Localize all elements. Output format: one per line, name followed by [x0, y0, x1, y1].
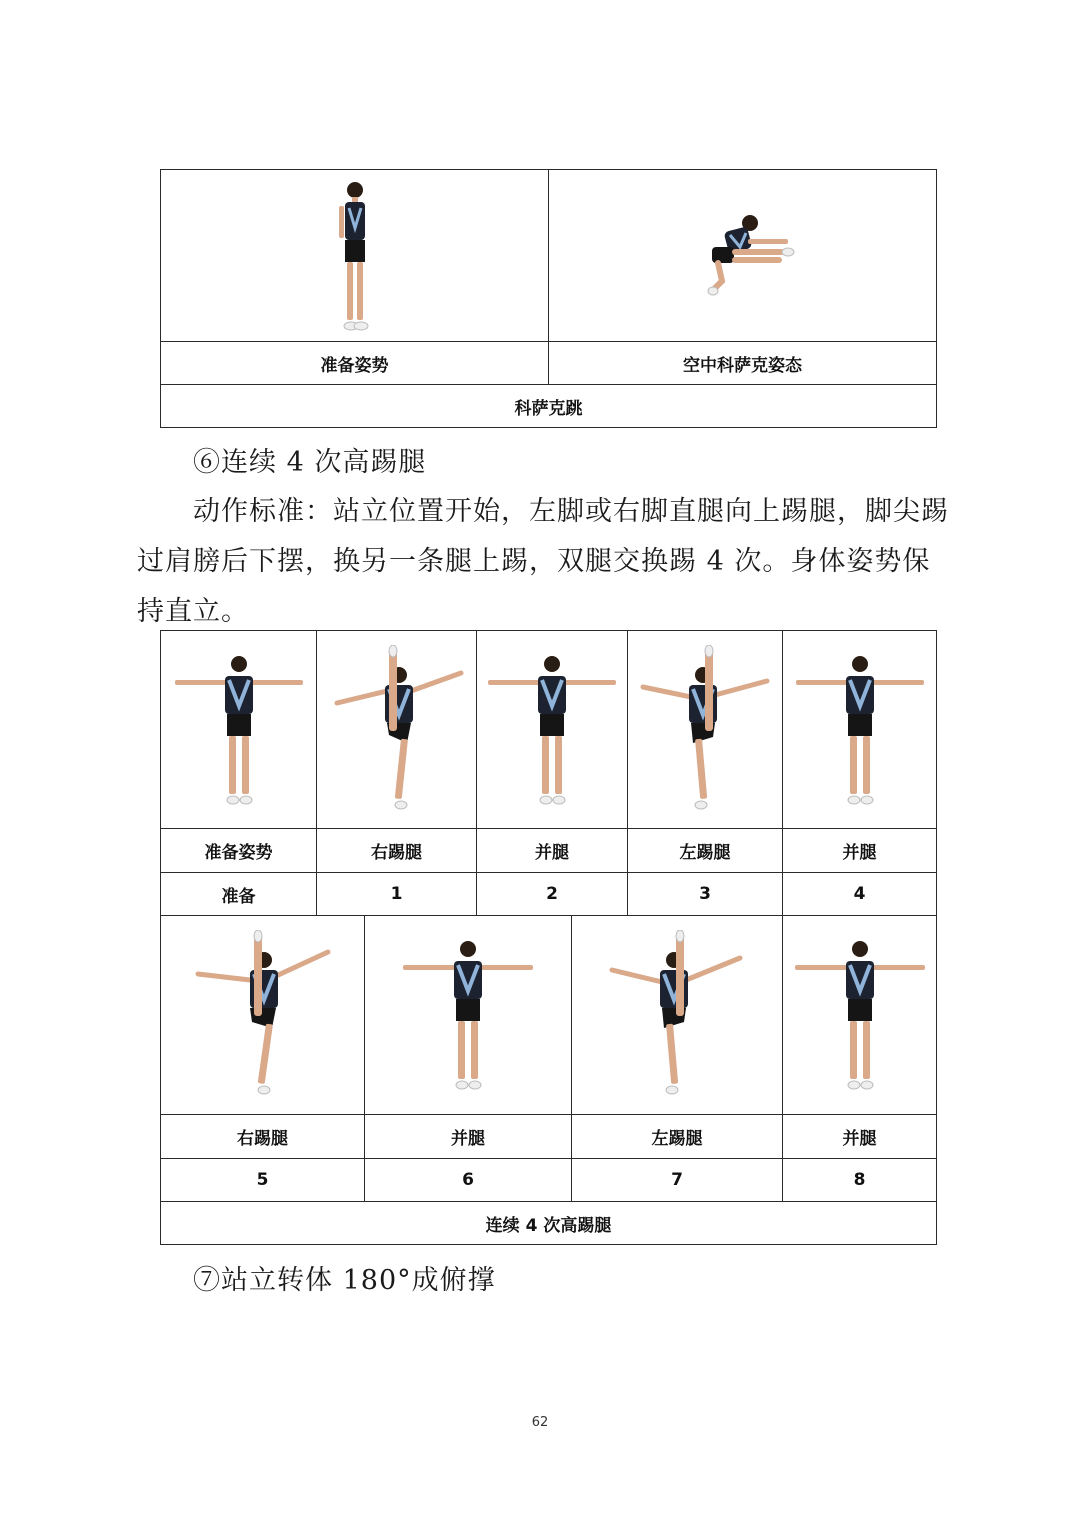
count-5: 5: [161, 1159, 365, 1202]
standing-arms-out-figure: [785, 935, 935, 1095]
movement-standard-paragraph: [137, 487, 949, 637]
photo-kick-ready: [161, 631, 317, 829]
count-1: 1: [317, 873, 477, 916]
label-legs-together: 并腿: [783, 1115, 937, 1159]
photo-kick-right-5: [161, 916, 365, 1115]
label-right-kick: 右踢腿: [317, 829, 477, 873]
label-ready-stance: 准备姿势: [161, 829, 317, 873]
standing-arms-out-figure: [393, 935, 543, 1095]
photo-cossack-air: [549, 170, 937, 342]
count-6: 6: [365, 1159, 572, 1202]
high-kicks-table: [160, 630, 937, 1245]
ready-stance-figure: [325, 176, 385, 336]
count-3: 3: [628, 873, 783, 916]
count-ready: 准备: [161, 873, 317, 916]
count-8: 8: [783, 1159, 937, 1202]
photo-ready-stance: [161, 170, 549, 342]
label-left-kick: 左踢腿: [628, 829, 783, 873]
label-legs-together: 并腿: [365, 1115, 572, 1159]
count-2: 2: [477, 873, 628, 916]
count-7: 7: [572, 1159, 783, 1202]
section-heading-high-kicks: ⑥连续 4 次高踢腿: [193, 447, 427, 478]
high-kick-figure: [188, 930, 338, 1100]
page-number: 62: [531, 1415, 549, 1430]
label-legs-together: 并腿: [783, 829, 937, 873]
photo-kick-left-3: [628, 631, 783, 829]
photo-kick-right-1: [317, 631, 477, 829]
high-kick-figure: [327, 645, 467, 815]
photo-kick-together-6: [365, 916, 572, 1115]
description-text: 动作标准：站立位置开始，左脚或右脚直腿向上踢腿，脚尖踢过肩膀后下摆，换另一条腿上踢，双腿交换踢 4 次。身体姿势保持直立。: [137, 496, 949, 627]
section-heading-turn-to-push-up: ⑦站立转体 180°成俯撑: [193, 1265, 496, 1296]
count-4: 4: [783, 873, 937, 916]
photo-kick-together-4: [783, 631, 937, 829]
photo-kick-together-8: [783, 916, 937, 1115]
standing-arms-out-figure: [790, 650, 930, 810]
cossack-jump-table: [160, 169, 937, 428]
caption-cossack-air: 空中科萨克姿态: [549, 342, 937, 385]
standing-arms-out-figure: [169, 650, 309, 810]
table-footer-high-kicks: 连续 4 次高踢腿: [161, 1202, 937, 1245]
table-footer-cossack-jump: 科萨克跳: [161, 385, 937, 428]
high-kick-figure: [635, 645, 775, 815]
cossack-air-figure: [688, 211, 798, 301]
photo-kick-left-7: [572, 916, 783, 1115]
label-left-kick: 左踢腿: [572, 1115, 783, 1159]
label-legs-together: 并腿: [477, 829, 628, 873]
caption-ready-stance: 准备姿势: [161, 342, 549, 385]
standing-arms-out-figure: [482, 650, 622, 810]
photo-kick-together-2: [477, 631, 628, 829]
label-right-kick: 右踢腿: [161, 1115, 365, 1159]
high-kick-figure: [602, 930, 752, 1100]
